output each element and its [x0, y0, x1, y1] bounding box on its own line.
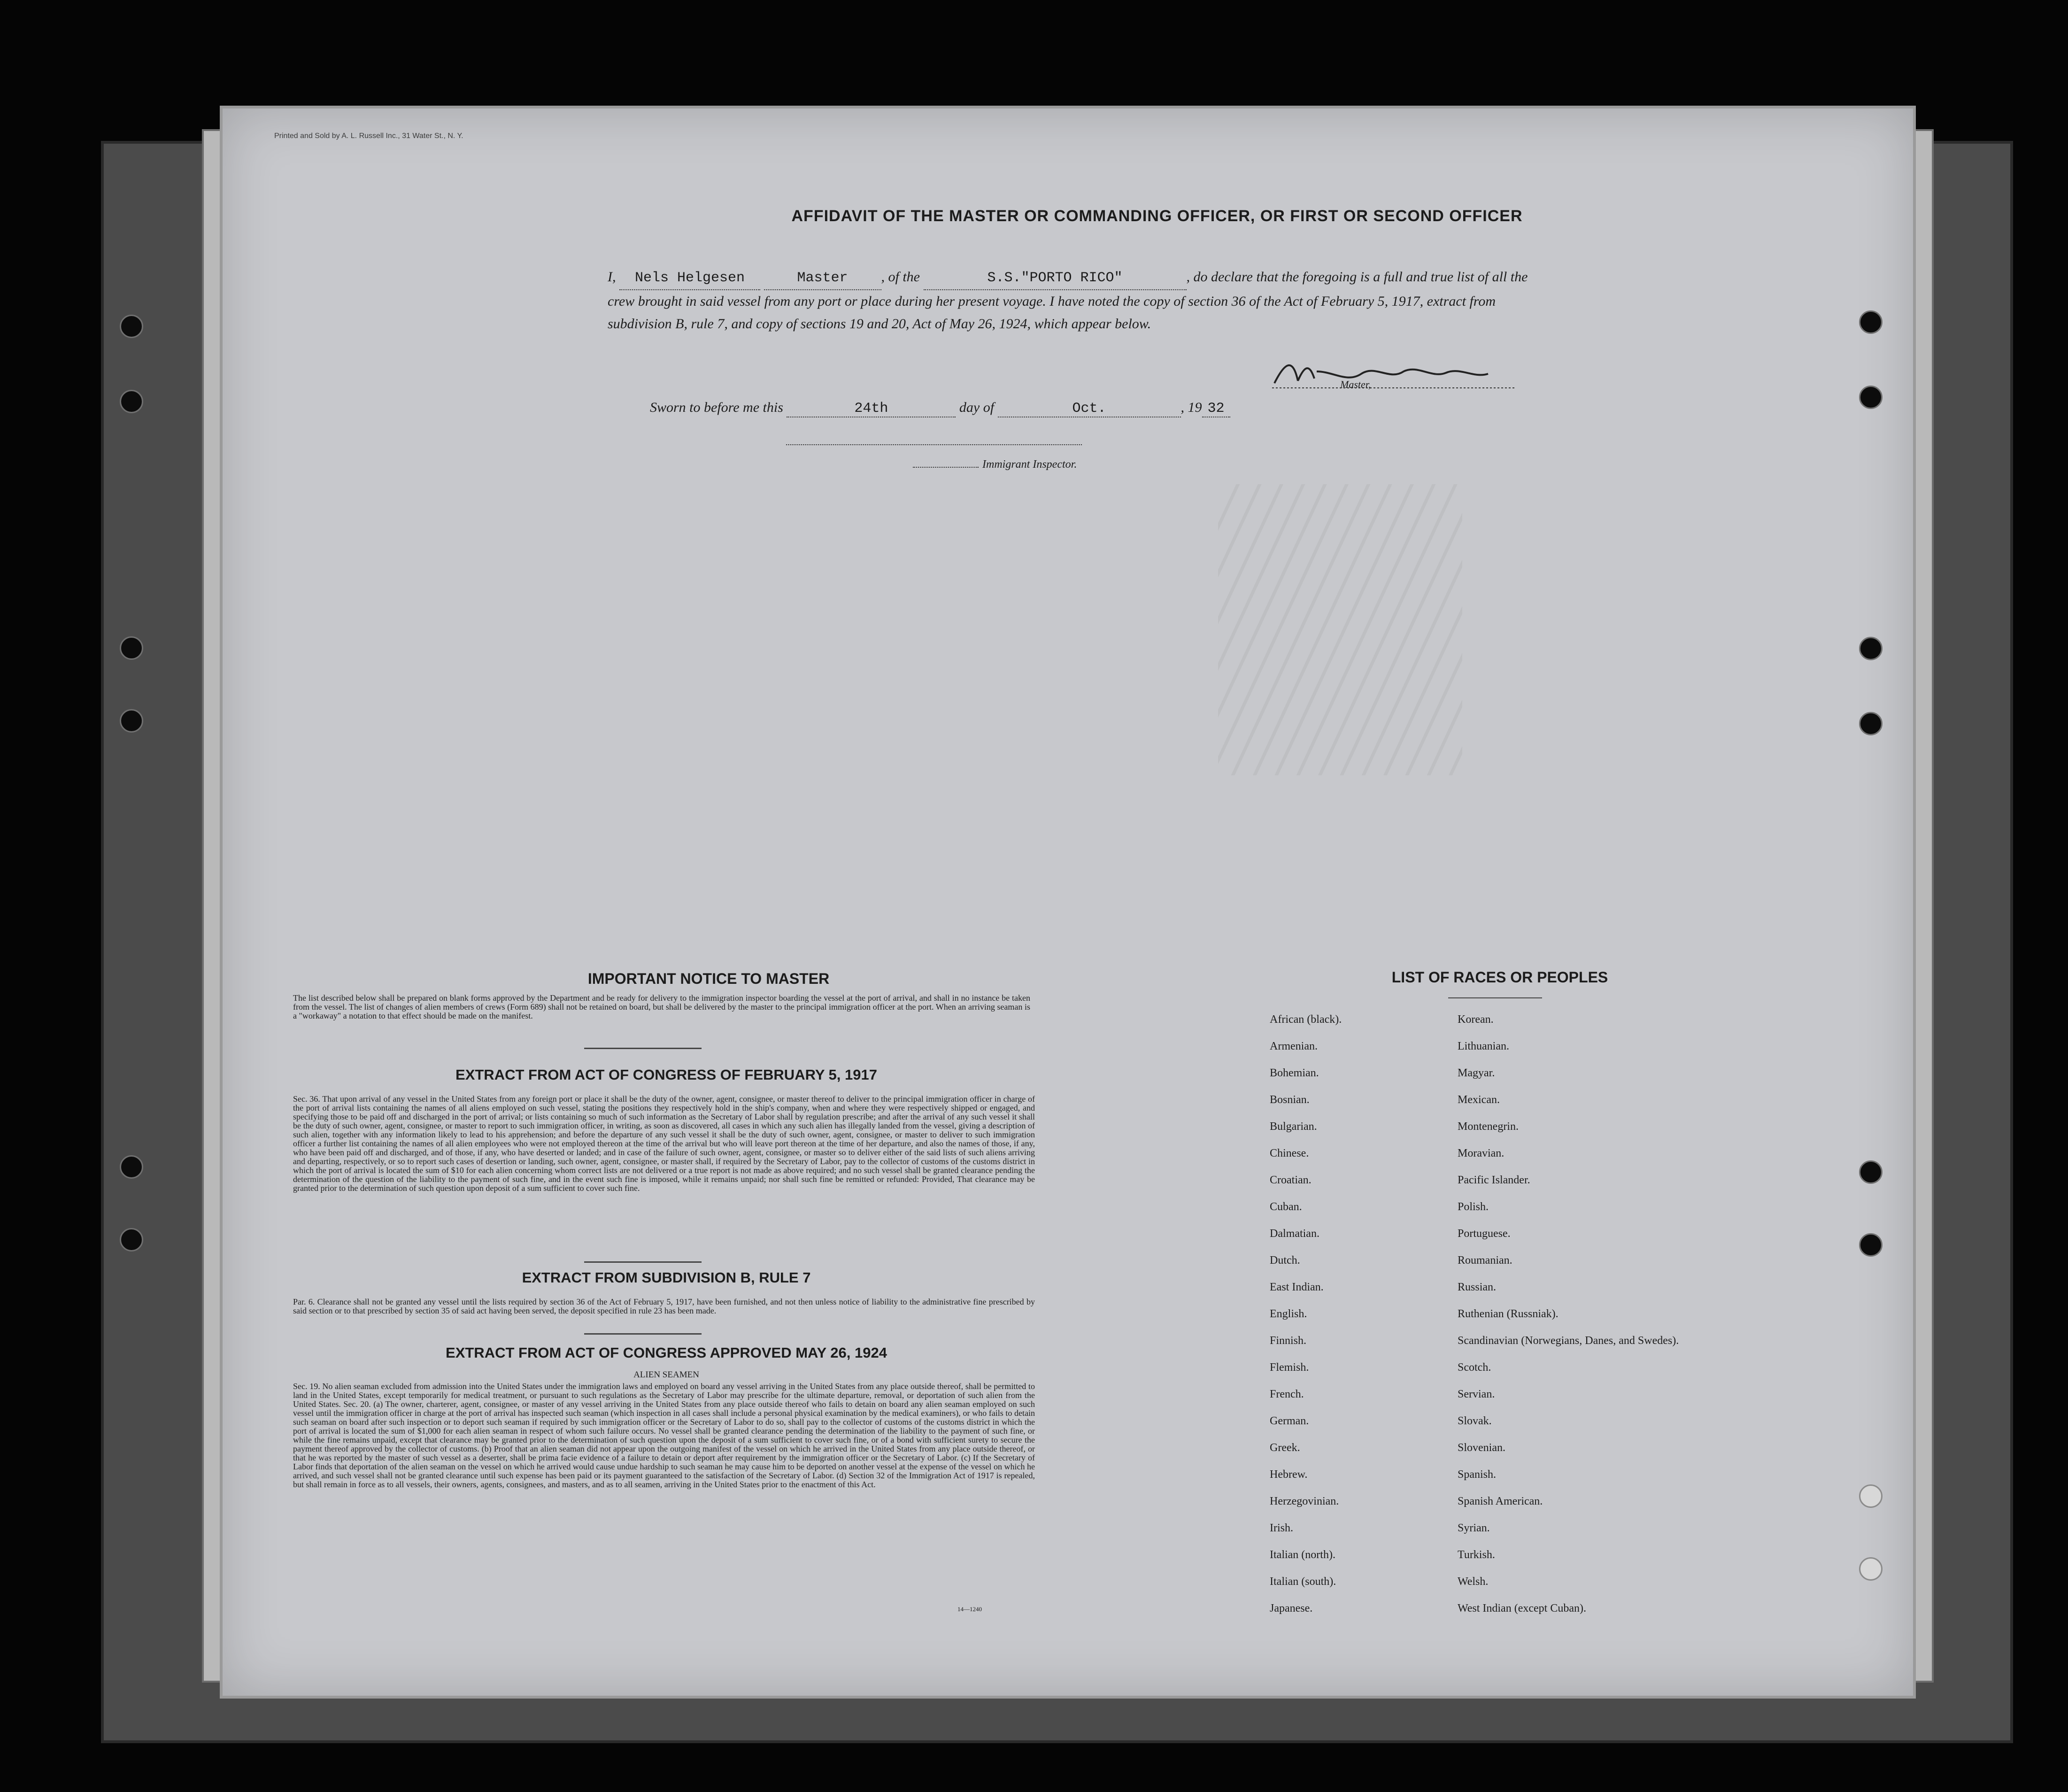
do-declare-label: , do declare — [1186, 269, 1253, 285]
printer-imprint: Printed and Sold by A. L. Russell Inc., 31 Water St., N. Y. — [274, 132, 463, 140]
binder-hole-icon — [1859, 1484, 1883, 1508]
race-item: Japanese. — [1270, 1602, 1313, 1614]
signature-caption: Master, — [1340, 378, 1371, 390]
race-item: Spanish American. — [1458, 1495, 1543, 1507]
notice-body: The list described below shall be prepared on blank forms approved by the Department and be ready for delivery to the immigration inspector boarding the vessel at the port of arrival, and shall in no instance be taken from the vessel. The list of changes of alien members of crews (Form 689) shall not be retained on board, but shall be delivered by the master to the principal immigration officer at the port. When an arriving seaman is a "workaway" a notation to that effect should be made on the manifest. — [293, 993, 1030, 1020]
sworn-year: 32 — [1202, 401, 1230, 417]
race-item: English. — [1270, 1308, 1307, 1320]
race-item: Chinese. — [1270, 1147, 1309, 1159]
race-item: Cuban. — [1270, 1201, 1302, 1213]
race-item: Bulgarian. — [1270, 1120, 1317, 1133]
race-item: Spanish. — [1458, 1468, 1497, 1481]
extract3-subtitle: ALIEN SEAMEN — [633, 1370, 699, 1380]
binder-hole-icon — [120, 390, 143, 413]
race-item: Lithuanian. — [1458, 1040, 1509, 1052]
binder-hole-icon — [1859, 310, 1883, 334]
race-item: African (black). — [1270, 1013, 1342, 1026]
binder-hole-icon — [120, 1155, 143, 1179]
vessel-name: S.S."PORTO RICO" — [924, 267, 1187, 290]
divider — [584, 1261, 702, 1263]
master-name: Nels Helgesen — [619, 267, 760, 290]
race-item: Hebrew. — [1270, 1468, 1308, 1481]
race-item: Ruthenian (Russniak). — [1458, 1308, 1559, 1320]
signature — [1272, 355, 1516, 397]
inspector-label — [913, 458, 1077, 471]
binder-hole-icon — [120, 315, 143, 338]
divider — [584, 1048, 702, 1049]
affidavit-title: AFFIDAVIT OF THE MASTER OR COMMANDING OFFICER, OR FIRST OR SECOND OFFICER — [791, 207, 1523, 225]
race-item: Slovak. — [1458, 1415, 1492, 1427]
extract3-title: EXTRACT FROM ACT OF CONGRESS APPROVED MAY 26, 1924 — [446, 1344, 887, 1361]
binder-hole-icon — [120, 709, 143, 733]
race-item: Croatian. — [1270, 1174, 1312, 1186]
race-item: Polish. — [1458, 1201, 1489, 1213]
race-item: Italian (south). — [1270, 1576, 1336, 1588]
extract2-body: Par. 6. Clearance shall not be granted any vessel until the lists required by section 36 of the Act of February 5, 1917, have been furnished, and not then unless notice of liability to the administrative fine prescribed by said section or to that prescribed by section 35 of said act having been served, the deposit specified in rule 23 has been made. — [293, 1297, 1035, 1315]
extract1-body: Sec. 36. That upon arrival of any vessel in the United States from any foreign port or place it shall be the duty of the owner, agent, consignee, or master thereof to deliver to the principal immigration officer in charge of the port of arrival lists containing the names of all aliens employed on such vessel, stating the positions they respectively hold in the ship's company, when and where they were respectively shipped or engaged, and specifying those to be paid off and discharged in the port of arrival; or lists containing so much of such information as the Secretary of Labor shall by regulation prescribe; and after the arrival of any such vessel it shall be the duty of such owner, agent, consignee, or master to report to such immigration officer, in writing, as soon as discovered, all cases in which any such alien has illegally landed from the vessel, giving a description of such alien, together with any information likely to lead to his apprehension; and before the departure of any such vessel it shall be the duty of such owner, agent, consignee, or master to deliver to such immigration officer a further list containing the names of all alien employees who were not employed thereon at the time of the arrival but who will leave port thereon at the time of her departure, and also the names of those, if any, who have been paid off and discharged, and of those, if any, who have deserted or landed; and in case of the failure of such owner, agent, consignee, or master so to deliver either of the said lists of such aliens arriving and departing, respectively, or so to report such cases of desertion or landing, such owner, agent, consignee, or master shall, if required by the Secretary of Labor, pay to the collector of customs of the customs district in which the port of arrival is located the sum of $10 for each alien concerning whom correct lists are not delivered or a true report is not made as above required; and no such vessel shall be granted clearance pending the determination of the question of the liability to the payment of such fine, and in the event such fine is imposed, while it remains unpaid; nor shall such fine be remitted or refunded: Provided, That clearance may be granted prior to the determination of such question upon deposit of a sum sufficient to cover such fine. — [293, 1094, 1035, 1193]
sworn-prefix: Sworn to before me this — [650, 400, 783, 415]
of-the-label: , of the — [881, 269, 920, 285]
binder-hole-icon — [1859, 637, 1883, 660]
day-of-label: day of — [959, 400, 995, 415]
race-item: Montenegrin. — [1458, 1120, 1519, 1133]
race-item: Flemish. — [1270, 1361, 1309, 1374]
race-item: Irish. — [1270, 1522, 1293, 1534]
notice-title: IMPORTANT NOTICE TO MASTER — [587, 970, 830, 987]
race-item: Bohemian. — [1270, 1067, 1319, 1079]
declaration-intro: I, — [608, 269, 616, 285]
race-item: Syrian. — [1458, 1522, 1490, 1534]
inspector-text: Immigrant Inspector. — [982, 458, 1077, 471]
race-item: Servian. — [1458, 1388, 1495, 1400]
race-item: Italian (north). — [1270, 1549, 1335, 1561]
divider — [584, 1333, 702, 1335]
race-item: Bosnian. — [1270, 1094, 1310, 1106]
binder-hole-icon — [120, 1228, 143, 1251]
race-item: German. — [1270, 1415, 1309, 1427]
binder-hole-icon — [1859, 712, 1883, 735]
race-item: Scandinavian (Norwegians, Danes, and Swedes). — [1458, 1335, 1679, 1347]
divider — [1448, 997, 1542, 998]
race-item: Pacific Islander. — [1458, 1174, 1530, 1186]
race-item: Scotch. — [1458, 1361, 1491, 1374]
race-item: Greek. — [1270, 1442, 1300, 1454]
sworn-month: Oct. — [998, 401, 1181, 417]
sworn-day: 24th — [787, 401, 956, 417]
race-item: Moravian. — [1458, 1147, 1505, 1159]
race-item: Portuguese. — [1458, 1228, 1511, 1240]
scan-artifact — [1218, 484, 1462, 775]
race-item: Dutch. — [1270, 1254, 1300, 1267]
race-item: Korean. — [1458, 1013, 1494, 1026]
race-item: Armenian. — [1270, 1040, 1318, 1052]
binder-hole-icon — [1859, 386, 1883, 409]
declaration — [608, 266, 1556, 335]
year-prefix: , 19 — [1181, 400, 1202, 415]
document-page — [220, 106, 1916, 1699]
race-item: Finnish. — [1270, 1335, 1307, 1347]
race-item: East Indian. — [1270, 1281, 1324, 1293]
declaration-text: that the foregoing is a full and true list of all the crew brought in said vessel from any port or place during her present voyage. I have noted the copy of section 36 of the Act of February 5, 1917, extract from subdivision B, rule 7, and copy of sections 19 and 20, Act of May 26, 1924, which appear below. — [608, 269, 1528, 332]
binder-hole-icon — [1859, 1233, 1883, 1257]
race-item: Mexican. — [1458, 1094, 1500, 1106]
race-item: Russian. — [1458, 1281, 1497, 1293]
extract1-title: EXTRACT FROM ACT OF CONGRESS OF FEBRUARY 5, 1917 — [455, 1066, 877, 1083]
binder-hole-icon — [1859, 1557, 1883, 1581]
race-item: French. — [1270, 1388, 1304, 1400]
binder-hole-icon — [1859, 1160, 1883, 1184]
race-item: Magyar. — [1458, 1067, 1495, 1079]
binder-hole-icon — [120, 636, 143, 660]
extract2-title: EXTRACT FROM SUBDIVISION B, RULE 7 — [522, 1269, 811, 1286]
race-item: Dalmatian. — [1270, 1228, 1320, 1240]
race-item: Welsh. — [1458, 1576, 1489, 1588]
race-item: Turkish. — [1458, 1549, 1495, 1561]
races-title: LIST OF RACES OR PEOPLES — [1391, 969, 1608, 986]
rank: Master — [764, 267, 881, 290]
inspector-signature-line — [786, 444, 1082, 445]
form-number: 14—1240 — [957, 1606, 982, 1613]
race-item: Herzegovinian. — [1270, 1495, 1339, 1507]
race-item: Slovenian. — [1458, 1442, 1505, 1454]
extract3-body: Sec. 19. No alien seaman excluded from admission into the United States under the immigration laws and employed on board any vessel arriving in the United States from any place outside thereof, shall be permitted to land in the United States, except temporarily for medical treatment, or pursuant to such regulations as the Secretary of Labor may prescribe for the ultimate departure, removal, or deportation of such alien from the United States. Sec. 20. (a) The owner, charterer, agent, consignee, or master of any vessel arriving in the United States from any place outside thereof who fails to detain on board any alien seaman employed on such vessel until the immigration officer in charge at the port of arrival has inspected such seaman (which inspection in all cases shall include a personal physical examination by the medical examiners), or who fails to detain such seaman on board after such inspection or to deport such seaman if required by such immigration officer or the Secretary of Labor to do so, shall pay to the collector of customs of the customs district in which the port of arrival is located the sum of $1,000 for each alien seaman in respect of whom such failure occurs. No vessel shall be granted clearance pending the determination of the liability to the payment of such fine, or while the fine remains unpaid, except that clearance may be granted prior to the determination of such question upon the deposit of a sum sufficient to cover such fine, or of a bond with sufficient surety to secure the payment thereof approved by the collector of customs. (b) Proof that an alien seaman did not appear upon the outgoing manifest of the vessel on which he arrived in the United States from any place outside thereof, or that he was reported by the master of such vessel as a deserter, shall be prima facie evidence of a failure to detain or deport after requirement by the immigration officer or the Secretary of Labor. (c) If the Secretary of Labor finds that deportation of the alien seaman on the vessel on which he arrived would cause undue hardship to such seaman he may cause him to be deported on another vessel at the expense of the vessel on which he arrived, and such vessel shall not be granted clearance until such expense has been paid or its payment guaranteed to the satisfaction of the Secretary of Labor. (d) Section 32 of the Immigration Act of 1917 is repealed, but shall remain in force as to all vessels, their owners, agents, consignees, and masters, and as to all seamen, arriving in the United States prior to the enactment of this Act. — [293, 1382, 1035, 1489]
race-item: West Indian (except Cuban). — [1458, 1602, 1586, 1614]
sworn-line — [650, 400, 1230, 417]
race-item: Roumanian. — [1458, 1254, 1512, 1267]
races-list — [1270, 1013, 1777, 1629]
